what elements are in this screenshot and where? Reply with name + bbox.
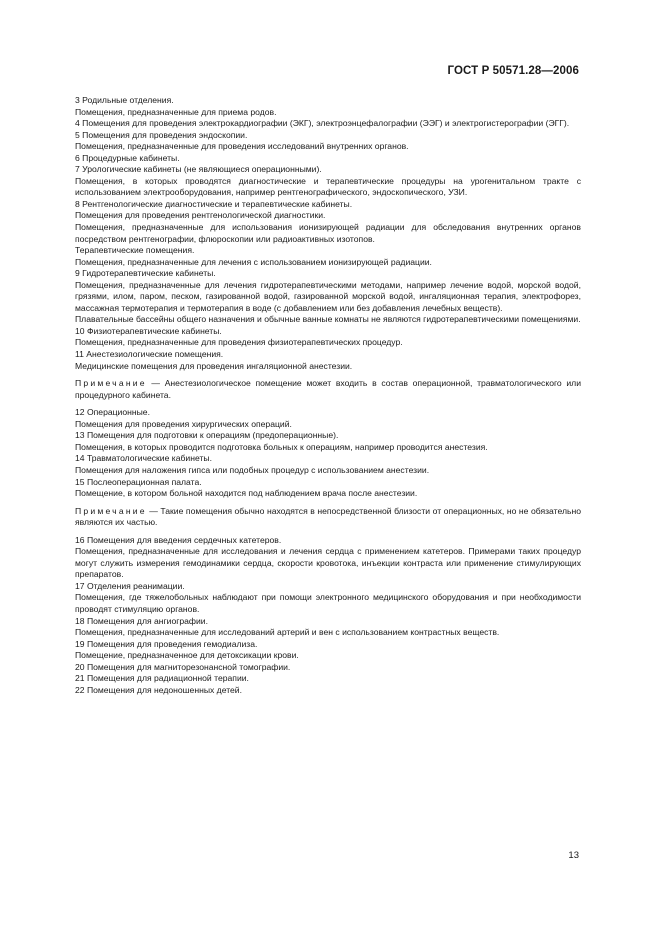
body-paragraph: Помещения, предназначенные для исследований артерий и вен с использованием контрастных веществ. <box>75 627 500 638</box>
body-paragraph: 9 Гидротерапевтические кабинеты. <box>75 268 216 279</box>
body-paragraph: 22 Помещения для недоношенных детей. <box>75 684 242 695</box>
body-paragraph: 4 Помещения для проведения электрокардиографии (ЭКГ), электроэнцефалографии (ЭЭГ) и электрогистерографии (ЭГГ). <box>75 118 570 129</box>
note-paragraph <box>75 378 581 401</box>
body-paragraph: 10 Физиотерапевтические кабинеты. <box>75 325 222 336</box>
body-paragraph: 8 Рентгенологические диагностические и терапевтические кабинеты. <box>75 198 353 209</box>
body-paragraph: 14 Травматологические кабинеты. <box>75 453 212 464</box>
body-paragraph: 17 Отделения реанимации. <box>75 580 185 591</box>
body-paragraph: Плавательные бассейны общего назначения и обычные ванные комнаты не являются гидротерапевтическими помещениями. <box>75 314 581 325</box>
body-paragraph: 11 Анестезиологические помещения. <box>75 349 224 360</box>
body-paragraph: 19 Помещения для проведения гемодиализа. <box>75 638 258 649</box>
note-label: Примечание <box>75 505 147 516</box>
note-label: Примечание <box>75 378 147 389</box>
body-paragraph: 5 Помещения для проведения эндоскопии. <box>75 129 248 140</box>
body-paragraph: 18 Помещения для ангиографии. <box>75 615 208 626</box>
body-paragraph: 12 Операционные. <box>75 407 150 418</box>
note-text: — Анестезиологическое помещение может входить в состав операционной, травматологического или процедурного кабинета. <box>75 378 581 400</box>
body-paragraph: Медицинские помещения для проведения ингаляционной анестезии. <box>75 360 353 371</box>
document-code: ГОСТ Р 50571.28—2006 <box>447 65 579 77</box>
note-text: — Такие помещения обычно находятся в непосредственной близости от операционных, но не обязательно являются их частью. <box>75 505 581 528</box>
body-paragraph: 21 Помещения для радиационной терапии. <box>75 673 249 684</box>
body-paragraph: Помещения, предназначенные для приема родов. <box>75 106 277 117</box>
body-paragraph: Помещения, где тяжелобольных наблюдают при помощи электронного медицинского оборудования и при необходимости проводят стимуляцию органов. <box>75 592 581 614</box>
body-paragraph: Помещения, в которых проводятся диагностические и терапевтические процедуры на урогенитальном тракте с использованием электрооборудования, например рентгенографического, эндоскопического, УЗИ. <box>75 175 581 198</box>
body-paragraph: 7 Урологические кабинеты (не являющиеся операционными). <box>75 164 322 175</box>
body-paragraph: Помещения, предназначенные для лечения с использованием ионизирующей радиации. <box>75 256 432 267</box>
body-paragraph: Помещение, в котором больной находится под наблюдением врача после анестезии. <box>75 488 418 499</box>
body-paragraph: Терапевтические помещения. <box>75 245 195 256</box>
body-paragraph: Помещение, предназначенное для детоксикации крови. <box>75 650 299 661</box>
body-paragraph: 15 Послеоперационная палата. <box>75 476 202 487</box>
body-paragraph: 20 Помещения для магниторезонансной томографии. <box>75 661 291 672</box>
body-paragraph: Помещения, предназначенные для исследования и лечения сердца с применением катетеров. Примерами таких процедур могут служить измерения гемодинамики сердца, скорости кровотока, инъекции контраста или применение стимулирующих препаратов. <box>75 546 581 580</box>
body-paragraph: 16 Помещения для введения сердечных катетеров. <box>75 534 282 545</box>
body-paragraph: Помещения для проведения рентгенологической диагностики. <box>75 210 326 221</box>
note-paragraph <box>75 506 581 529</box>
body-paragraph: Помещения, предназначенные для проведения физиотерапевтических процедур. <box>75 337 403 348</box>
body-paragraph: Помещения, предназначенные для использования ионизирующей радиации для обследования внутренних органов посредством рентгенографии, флюроскопии или радиоактивных изотопов. <box>75 222 581 244</box>
body-paragraph: 3 Родильные отделения. <box>75 95 174 105</box>
body-paragraph: Помещения для наложения гипса или подобных процедур с использованием анестезии. <box>75 464 430 475</box>
body-paragraph: Помещения, предназначенные для лечения гидротерапевтическими методами, например лечение водой, морской водой, грязями, илом, паром, песком, газированной водой, газированной морской водой, ингаляционная терапия, электрофорез, массажная термотерапия и термотерапия в воде (с добавлением или без добавления лечебных веществ). <box>75 279 581 313</box>
body-paragraph: Помещения, в которых проводится подготовка больных к операциям, например проводится анестезия. <box>75 441 488 452</box>
page-number: 13 <box>568 850 579 861</box>
body-paragraph: 6 Процедурные кабинеты. <box>75 152 180 163</box>
body-paragraph: Помещения, предназначенные для проведения исследований внутренних органов. <box>75 141 409 152</box>
document-body <box>75 95 581 696</box>
body-paragraph: Помещения для проведения хирургических операций. <box>75 418 292 429</box>
body-paragraph: 13 Помещения для подготовки к операциям (предоперационные). <box>75 430 339 441</box>
